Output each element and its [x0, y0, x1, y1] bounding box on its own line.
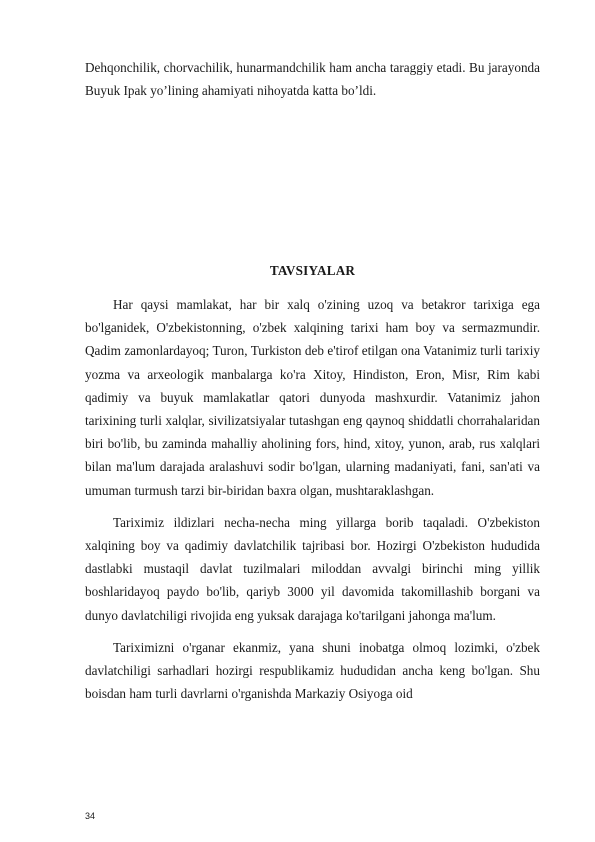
section-heading: TAVSIYALAR [269, 263, 356, 278]
page-number: 34 [85, 811, 96, 821]
document-page [85, 0, 540, 842]
intro-paragraph: Dehqonchilik, chorvachilik, hunarmandchilik ham ancha taraggiy etadi. Bu jarayonda Buyuk Ipak yo’lining ahamiyati nihoyatda katta bo’ldi. [85, 60, 540, 99]
body-paragraph-2: Tariximiz ildizlari necha-necha ming yillarga borib taqaladi. O'zbekiston xalqining boy va qadimiy davlatchilik tajribasi bor. Hozirgi O'zbekiston hududida dastlabki mustaqil davlat tuzilmalari miloddan avvalgi birinchi ming yillik boshlaridayoq paydo bo'lib, qariyb 3000 yil davomida takomillashib borgani va dunyo davlatchiligi rivojida eng yuksak darajaga ko'tarilgani jahonga ma'lum. [85, 514, 540, 623]
section-body [85, 293, 540, 705]
body-paragraph-3: Tariximizni o'rganar ekanmiz, yana shuni inobatga olmoq lozimki, o'zbek davlatchiligi sarhadlari hozirgi respublikamiz hududidan ancha keng bo'lgan. Shu boisdan ham turli davrlarni o'rganishda Markaziy Osiyoga oid [85, 639, 540, 702]
body-paragraph-1: Har qaysi mamlakat, har bir xalq o'zining uzoq va betakror tarixiga ega bo'lganidek, O'zbekistonning, o'zbek xalqining tarixi ham boy va sermazmundir. Qadim zamonlardayoq; Turon, Turkiston deb e'tirof etilgan ona Vatanimiz turli tarixiy yozma va arxeologik manbalarga ko'ra Xitoy, Hindiston, Eron, Misr, Rim kabi qadimiy va buyuk mamlakatlar qatori dunyoda mashxurdir. Vatanimiz jahon tarixining turli xalqlar, sivilizatsiyalar tutashgan eng qaynoq shiddatli chorrahalaridan biri bo'lib, bu zaminda mahalliy aholining fors, hind, xitoy, yunon, arab, rus xalqlari bilan ma'lum darajada aralashuvi sodir bo'lgan, ularning madaniyati, fani, san'ati va umuman turmush tarzi bir-biridan baxra olgan, mushtaraklashgan. [85, 297, 540, 498]
